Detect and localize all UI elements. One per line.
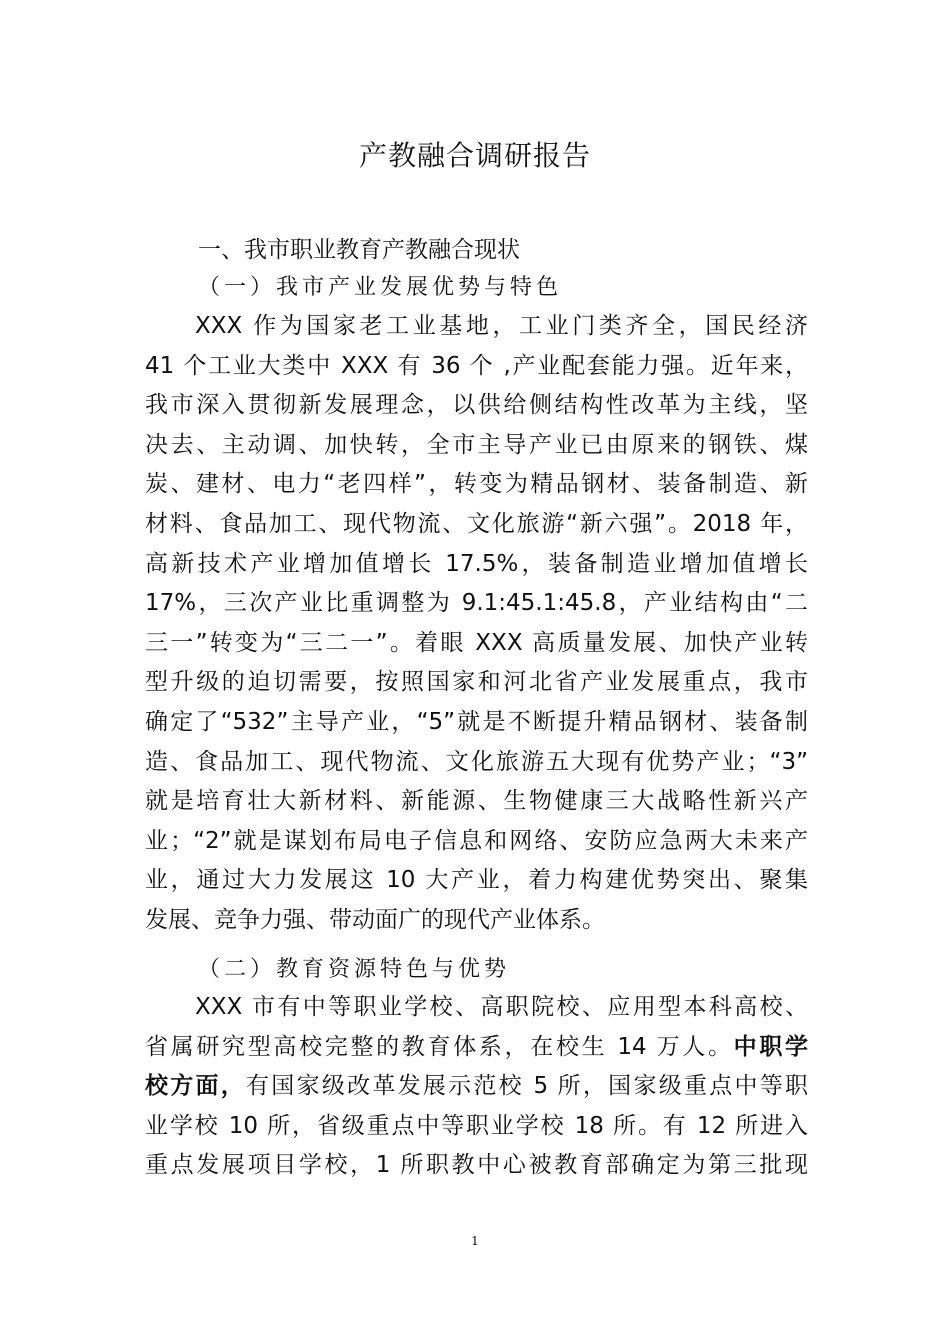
paragraph-industry: [145, 307, 808, 941]
paragraph-line: 高新技术产业增加值增长 17.5%，装备制造业增加值增长: [145, 550, 808, 577]
paragraph-line: XXX 市有中等职业学校、高职院校、应用型本科高校、: [195, 994, 808, 1020]
paragraph-line: 造、食品加工、现代物流、文化旅游五大现有优势产业；“3”: [145, 748, 808, 775]
paragraph-line: 重点发展项目学校，1 所职教中心被教育部确定为第三批现: [145, 1152, 808, 1179]
subsection-heading-1: （一）我市产业发展优势与特色: [198, 275, 563, 300]
paragraph-line: [145, 1028, 808, 1068]
paragraph-line: 材料、食品加工、现代物流、文化旅游“新六强”。2018 年，: [145, 510, 808, 537]
paragraph-line: XXX 作为国家老工业基地，工业门类齐全，国民经济: [195, 313, 808, 339]
paragraph-education: [145, 988, 808, 1186]
paragraph-line: 业，通过大力发展这 10 大产业，着力构建优势突出、聚集: [145, 867, 808, 894]
paragraph-line: [145, 1067, 808, 1107]
paragraph-line: 三一”转变为“三二一”。着眼 XXX 高质量发展、加快产业转: [145, 629, 808, 656]
paragraph-line: 型升级的迫切需要，按照国家和河北省产业发展重点，我市: [145, 669, 808, 696]
bold-text: 中职学: [733, 1033, 809, 1060]
paragraph-line: 就是培育壮大新材料、新能源、生物健康三大战略性新兴产: [145, 788, 808, 815]
paragraph-line: 17%，三次产业比重调整为 9.1:45.1:45.8，产业结构由“二: [145, 590, 808, 617]
bold-text: 校方面，: [145, 1073, 247, 1100]
subsection-heading-2: （二）教育资源特色与优势: [198, 957, 511, 982]
paragraph-line: 业；“2”就是谋划布局电子信息和网络、安防应急两大未来产: [145, 827, 808, 854]
document-title: 产教融合调研报告: [358, 139, 591, 172]
paragraph-text: 有国家级改革发展示范校 5 所，国家级重点中等职: [246, 1073, 809, 1100]
page-number: 1: [471, 1234, 479, 1248]
paragraph-line: 业学校 10 所，省级重点中等职业学校 18 所。有 12 所进入: [145, 1112, 808, 1139]
section-heading-1: 一、我市职业教育产教融合现状: [198, 237, 520, 263]
paragraph-line: 炭、建材、电力“老四样”，转变为精品钢材、装备制造、新: [145, 471, 808, 498]
paragraph-line: 确定了“532”主导产业，“5”就是不断提升精品钢材、装备制: [145, 708, 808, 735]
paragraph-text: 省属研究型高校完整的教育体系，在校生 14 万人。: [145, 1033, 734, 1060]
paragraph-line: 41 个工业大类中 XXX 有 36 个 ,产业配套能力强。近年来，: [145, 352, 808, 379]
paragraph-line: 我市深入贯彻新发展理念，以供给侧结构性改革为主线，坚: [145, 392, 808, 419]
paragraph-line: 决去、主动调、加快转，全市主导产业已由原来的钢铁、煤: [145, 431, 808, 458]
paragraph-line: 发展、竞争力强、带动面广的现代产业体系。: [145, 906, 605, 933]
